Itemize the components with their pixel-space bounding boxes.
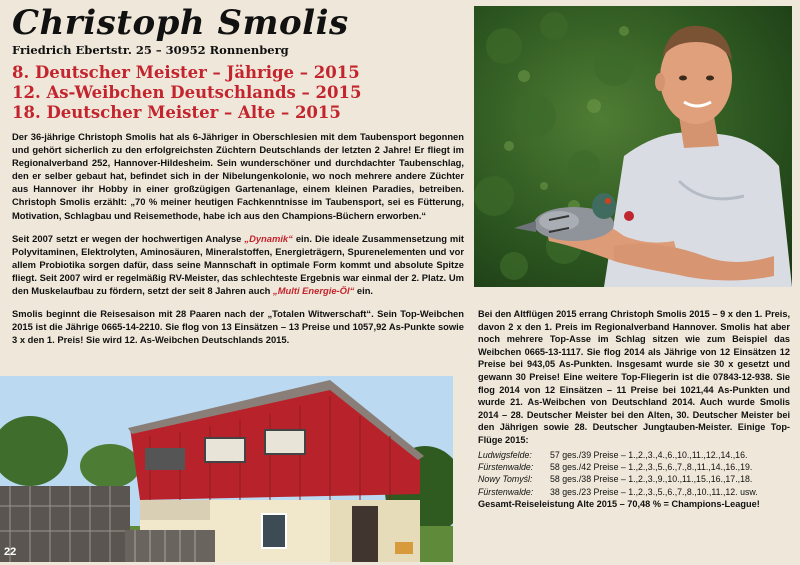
flight-row [478,461,790,473]
article-heading [12,4,467,123]
flight-result: 38 ges./23 Preise – 1.,2.,3.,5.,6.,7.,8.,10.,11.,12. usw. [550,486,758,497]
title-line: 8. Deutscher Meister – Jährige – 2015 [12,63,360,82]
flight-place: Fürstenwalde: [478,486,534,497]
paragraph [12,232,464,297]
pigeon-loft-image [0,376,453,562]
pigeon-loft-photo [0,376,453,562]
flight-result: 57 ges./39 Preise – 1.,2.,3.,4.,6.,10.,11.,12.,14.,16. [550,449,748,460]
left-column-text [12,130,464,356]
breeder-photo [474,6,792,287]
title-line: 18. Deutscher Meister – Alte – 2015 [12,103,341,122]
paragraph: Smolis beginnt die Reisesaison mit 28 Paaren nach der „Totalen Witwerschaft“. Sein Top-Weibchen 2015 ist die Jährige 0665-14-2210. Sie flog von 13 Einsätzen – 13 Preise und 1057,92 As-Punkte sowie 3 x den 1. Preis! Sie wird 12. As-Weibchen Deutschlands 2015. [12,308,464,346]
flight-row [478,473,790,485]
flight-result: 58 ges./42 Preise – 1.,2.,3.,5.,6.,7.,8.,11.,14.,16.,19. [550,461,753,472]
flight-place: Nowy Tomyśl: [478,474,533,485]
right-column-text [478,308,790,511]
title-line: 12. As-Weibchen Deutschlands – 2015 [12,83,362,102]
page-number: 22 [4,546,17,558]
breeder-with-pigeon-image [474,6,792,287]
paragraph: Der 36-jährige Christoph Smolis hat als 6-Jähriger in Oberschlesien mit dem Taubensport begonnen und gehört sicherlich zu den erfolgreichsten Züchtern Deutschlands der letzten 2 Jahre! Er fliegt im Regionalverband 252, Hannover-Hildesheim. Sein wunderschöner und durchdachter Taubenschlag, den er selber gebaut hat, befindet sich in der Nibelungenkolonie, wo noch mehrere andere Züchter aus Hannover ihr Hobby in einer großzügigen Gartenanlage, einem kleinen Paradies, betreiben. Christoph Smolis erzählt: „70 % meiner heutigen Fachkenntnisse im Taubensport, sei es Fütterung, Motivation, Schlagbau und Reisemethode, habe ich aus den Champions-Büchern erworben.“ [12,131,464,221]
flight-row [478,486,790,498]
paragraph: Bei den Altflügen 2015 errang Christoph Smolis 2015 – 9 x den 1. Preis, davon 2 x den 1. Preis im Regionalverband Hannover. Smolis hat aber noch mehrere Top-Asse im Schlag sitzen wie zum Beispiel das Weibchen 0665-13-1117. Sie flog 2014 als Jährige von 12 Einsätzen 12 Preise bei 943,05 As-Punkten. Insgesamt wurde sie 30 x gesetzt und gewann 30 Preise! Eine weitere Top-Fliegerin ist die 07843-12-938. Sie flog 2014 von 12 Einsätzen – 11 Preise bei 1021,44 As-Punkten und wurde 21. As-Weibchen von Deutschland 2014. Auch wurde Smolis 2014 – 28. Deutscher Meister bei den Alten, 30. Deutscher Meister bei den Jährigen sowie 28. Deutscher Jungtauben-Meister. Einige Top-Flüge 2015: [478,309,790,445]
flight-place: Ludwigsfelde: [478,449,532,460]
season-summary: Gesamt-Reiseleistung Alte 2015 – 70,48 % = Champions-League! [478,499,760,510]
product-name-dynamik: „Dynamik“ [244,232,293,244]
text-run: Seit 2007 setzt er wegen der hochwertigen Analyse [12,232,245,244]
flight-place: Fürstenwalde: [478,461,534,472]
text-run: ein. [354,285,374,297]
flight-result: 58 ges./38 Preise – 1.,2.,3.,9.,10.,11.,15.,16.,17.,18. [550,474,753,485]
product-name-multi-energie-oel: „Multi Energie-Öl“ [273,285,355,297]
title-list [12,63,467,123]
text-run: ein. Die ideale Zusammensetzung mit Polyvitaminen, Elektrolyten, Aminosäuren, Mineralstoffen, Energieträgern, Spurenelementen und vor allem Probiotika sorgen dafür, dass seine Mannschaft in optimale Form kommt und absolute Spitze fliegt. Seit 2007 wird er regelmäßig RV-Meister, das schlechteste Ergebnis war einmal der 2. Platz. Um den Muskelaufbau zu fördern, setzt der seit 8 Jahren auch [12,232,464,297]
flight-row [478,449,790,461]
breeder-name: Christoph Smolis [12,3,349,43]
top-flights-list [478,449,790,499]
breeder-address: Friedrich Ebertstr. 25 – 30952 Ronnenberg [12,43,289,57]
